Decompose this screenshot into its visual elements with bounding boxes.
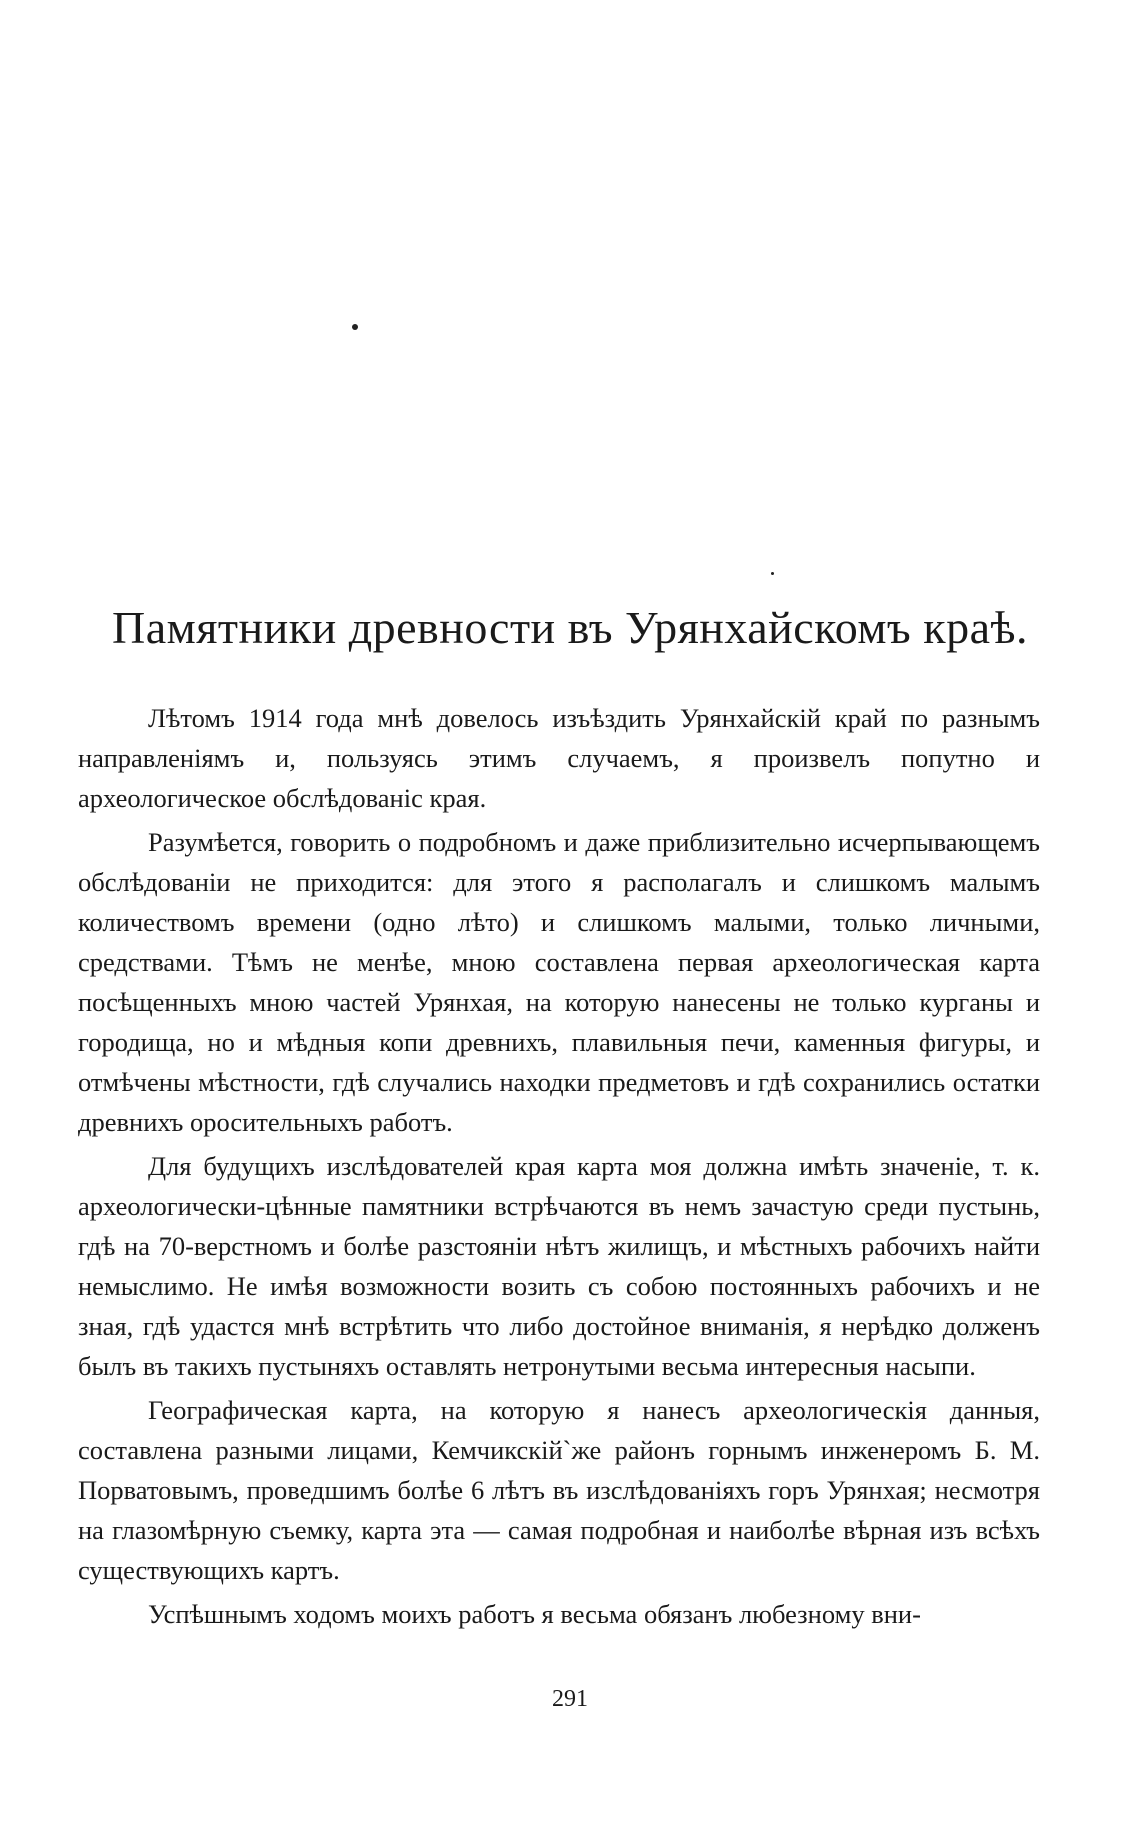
paragraph: Разумѣется, говорить о подробномъ и даже приблизительно исчерпывающемъ обслѣдованіи не приходится: для этого я располагалъ и слишкомъ малымъ количествомъ времени (одно лѣто) и слишкомъ малыми, только личными, средствами. Тѣмъ не менѣе, мною составлена первая археологическая карта посѣщенныхъ мною частей Урянхая, на которую нанесены не только курганы и городища, но и мѣдныя копи древнихъ, плавильныя печи, каменныя фигуры, и отмѣчены мѣстности, гдѣ случались находки предметовъ и гдѣ сохранились остатки древнихъ оросительныхъ работъ. — [78, 827, 1040, 1137]
chapter-title: Памятники древности въ Урянхайскомъ краѣ. — [112, 602, 1028, 653]
page-number: 291 — [552, 1686, 588, 1712]
paragraph: Географическая карта, на которую я нанесъ археологическія данныя, составлена разными лицами, Кемчикскій`же районъ горнымъ инженеромъ Б. М. Порватовымъ, проведшимъ болѣе 6 лѣтъ въ изслѣдованіяхъ горъ Урянхая; несмотря на глазомѣрную съемку, карта эта — самая подробная и наиболѣе вѣрная изъ всѣхъ существующихъ картъ. — [78, 1395, 1040, 1585]
paragraph: Успѣшнымъ ходомъ моихъ работъ я весьма обязанъ любезному вни- — [148, 1599, 921, 1629]
ink-speck — [352, 324, 358, 330]
chapter-body — [78, 698, 1040, 1634]
ink-speck — [771, 572, 774, 575]
paragraph: Для будущихъ изслѣдователей края карта моя должна имѣть значеніе, т. к. археологически-цѣнные памятники встрѣчаются въ немъ зачастую среди пустынь, гдѣ на 70-верстномъ и болѣе разстояніи нѣтъ жилищъ, и мѣстныхъ рабочихъ найти немыслимо. Не имѣя возможности возить съ собою постоянныхъ рабочихъ и не зная, гдѣ удастся мнѣ встрѣтить что либо достойное вниманія, я нерѣдко долженъ былъ въ такихъ пустыняхъ оставлять нетронутыми весьма интересныя насыпи. — [78, 1151, 1040, 1381]
paragraph: Лѣтомъ 1914 года мнѣ довелось изъѣздить Урянхайскій край по разнымъ направленіямъ и, пользуясь этимъ случаемъ, я произвелъ попутно и археологическое обслѣдованіс края. — [78, 703, 1040, 813]
